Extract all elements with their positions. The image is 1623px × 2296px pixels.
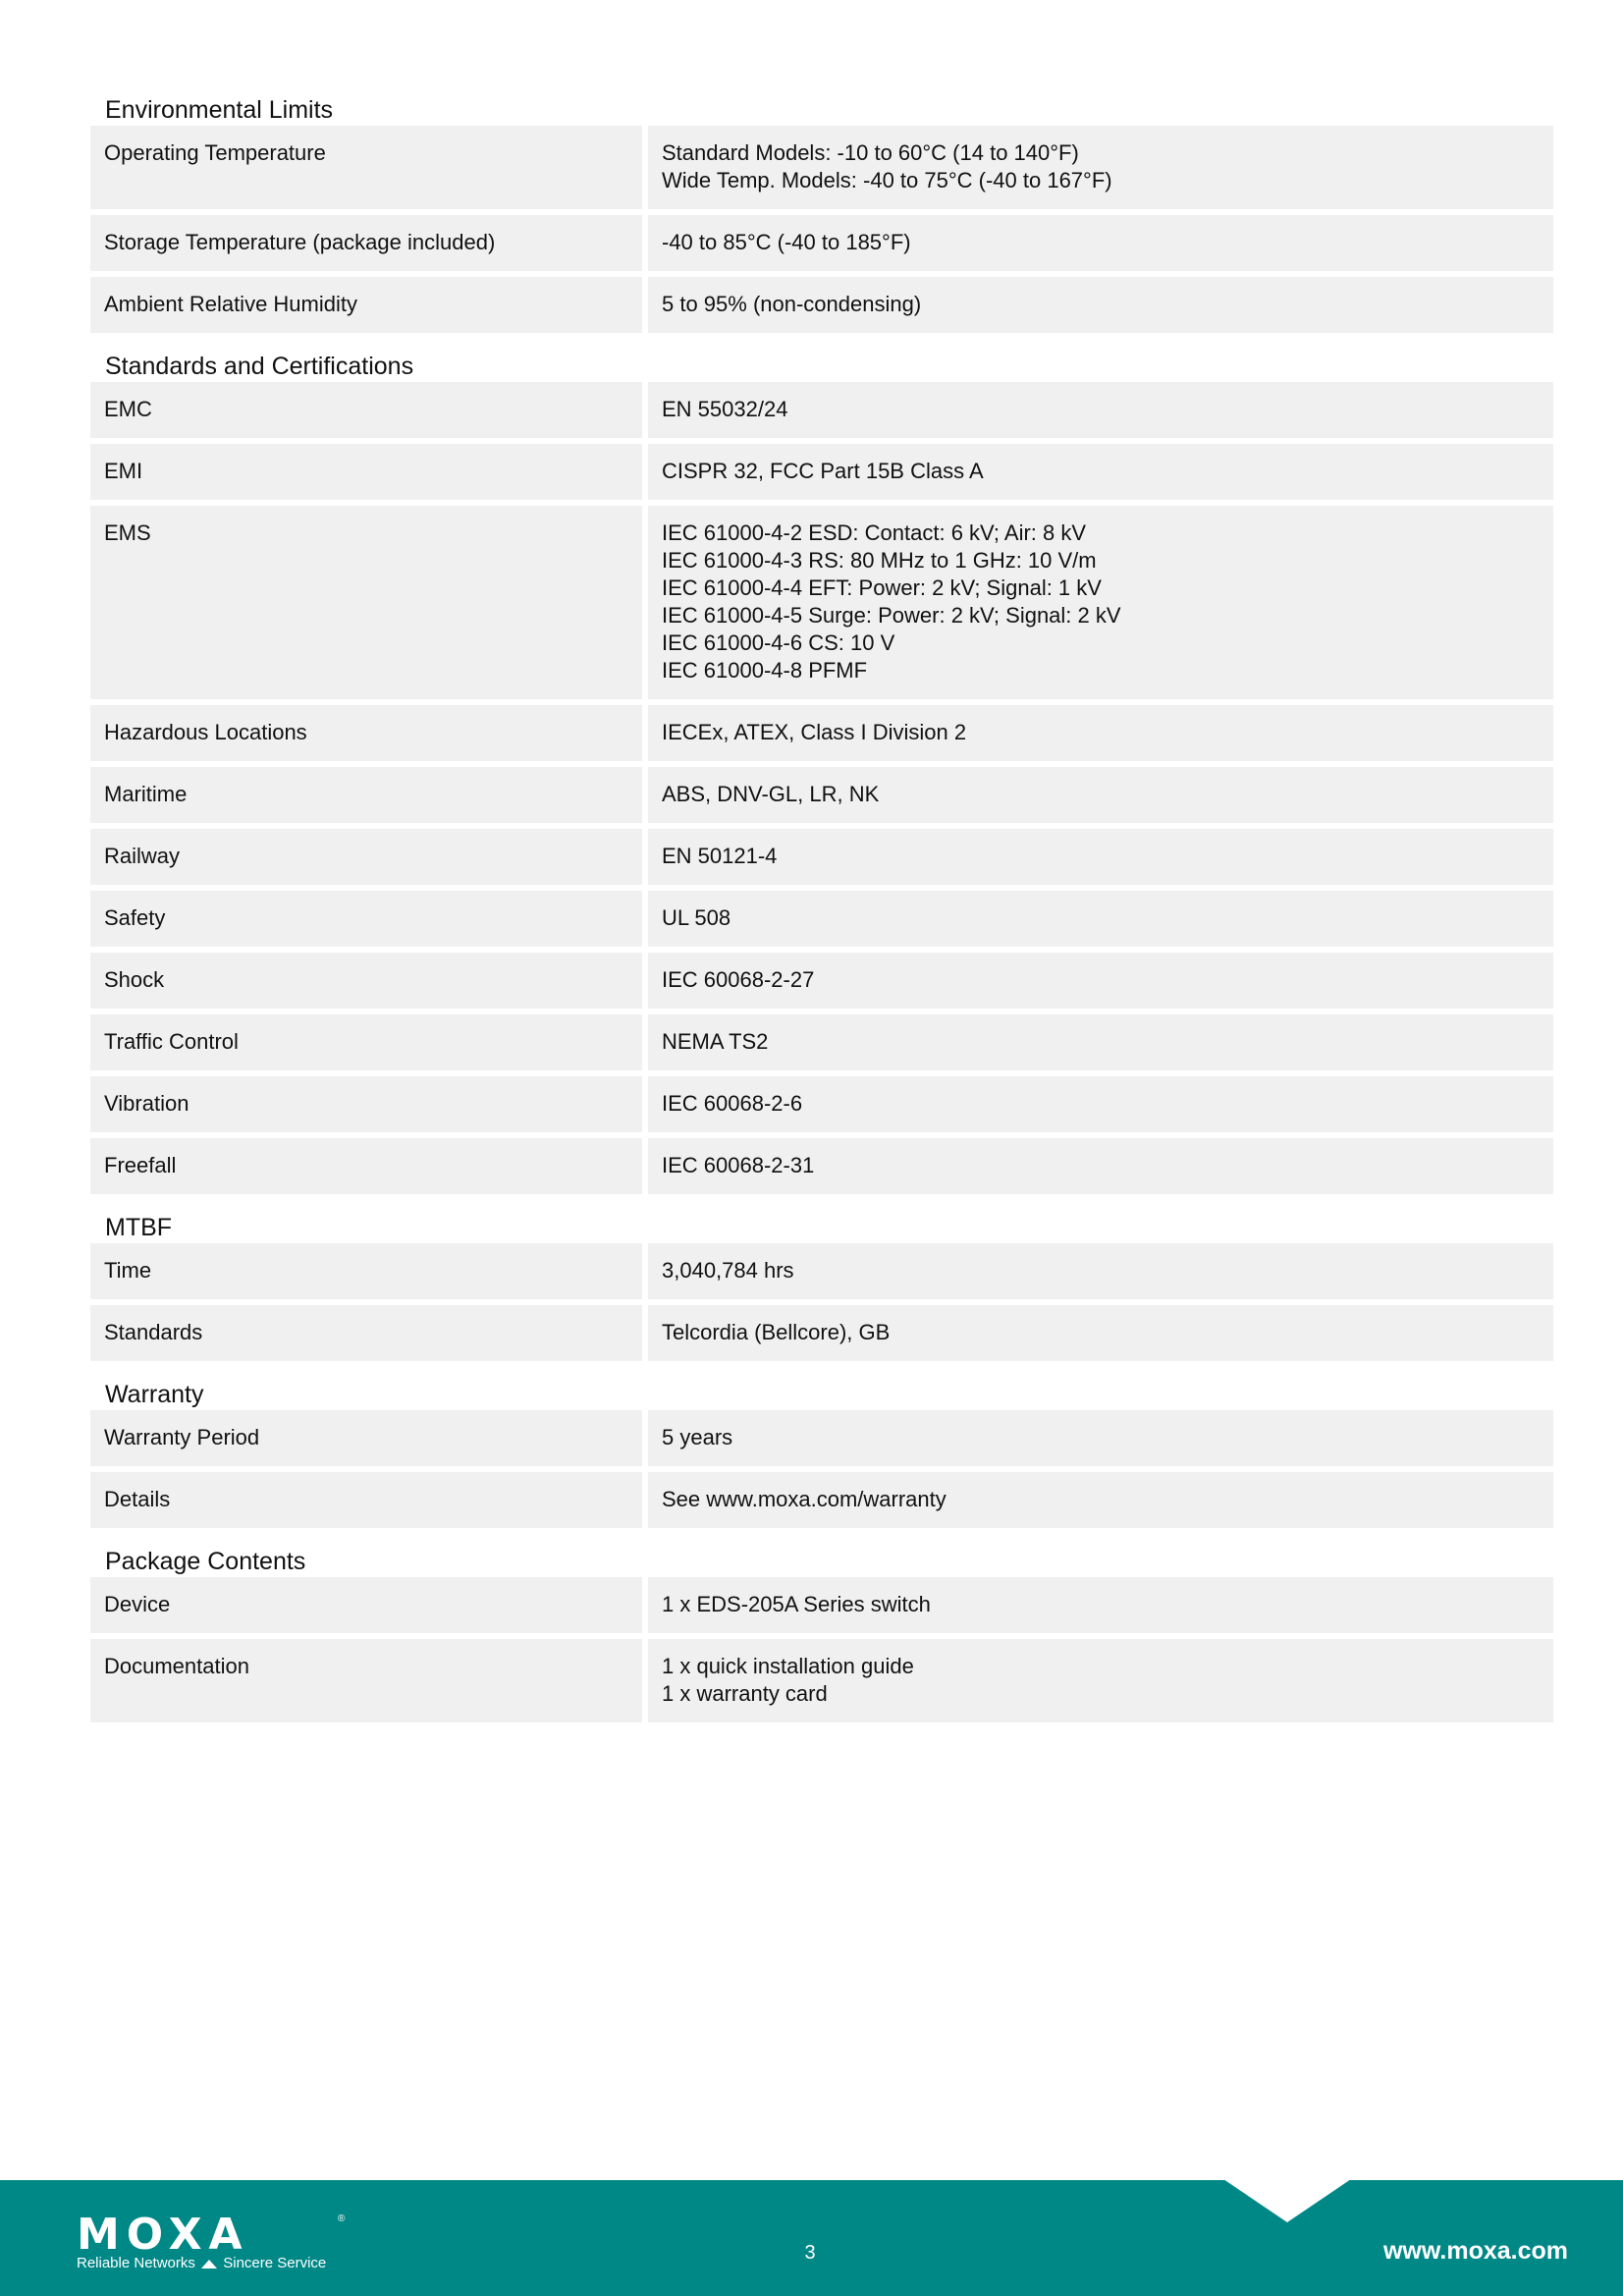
tagline-separator-icon xyxy=(199,2258,219,2269)
spec-content xyxy=(90,90,1553,1728)
spec-value-line: IECEx, ATEX, Class I Division 2 xyxy=(662,720,967,744)
spec-label: Standards xyxy=(90,1305,642,1361)
spec-value xyxy=(648,1305,1553,1361)
section-title: Package Contents xyxy=(105,1548,306,1575)
spec-row xyxy=(90,382,1553,438)
section-title: Standards and Certifications xyxy=(105,353,414,380)
spec-value-line: 1 x EDS-205A Series switch xyxy=(662,1592,931,1616)
spec-row xyxy=(90,126,1553,209)
spec-value-line: IEC 61000-4-3 RS: 80 MHz to 1 GHz: 10 V/m xyxy=(662,548,1097,573)
spec-value xyxy=(648,1138,1553,1194)
spec-value xyxy=(648,829,1553,885)
spec-value xyxy=(648,1577,1553,1633)
spec-value-line: IEC 61000-4-2 ESD: Contact: 6 kV; Air: 8 kV xyxy=(662,520,1087,545)
spec-value-line: 1 x warranty card xyxy=(662,1681,828,1706)
spec-value-line: IEC 61000-4-5 Surge: Power: 2 kV; Signal: 2 kV xyxy=(662,603,1121,628)
section-title: MTBF xyxy=(105,1214,173,1241)
spec-value xyxy=(648,382,1553,438)
spec-label: Warranty Period xyxy=(90,1410,642,1466)
spec-row xyxy=(90,1014,1553,1070)
spec-row xyxy=(90,953,1553,1009)
spec-value xyxy=(648,1014,1553,1070)
spec-value-line: See www.moxa.com/warranty xyxy=(662,1487,947,1511)
section-title: Warranty xyxy=(105,1381,204,1408)
spec-row xyxy=(90,1305,1553,1361)
tagline-left: Reliable Networks xyxy=(77,2255,195,2271)
spec-value-line: 5 to 95% (non-condensing) xyxy=(662,292,922,316)
spec-section xyxy=(90,1375,1553,1528)
spec-value xyxy=(648,1410,1553,1466)
spec-row xyxy=(90,1138,1553,1194)
website-link[interactable]: www.moxa.com xyxy=(1382,2237,1568,2265)
spec-section xyxy=(90,1208,1553,1361)
spec-label: Safety xyxy=(90,891,642,947)
spec-value-line: -40 to 85°C (-40 to 185°F) xyxy=(662,230,911,254)
spec-value xyxy=(648,506,1553,699)
section-title: Environmental Limits xyxy=(105,96,334,124)
spec-label: Freefall xyxy=(90,1138,642,1194)
spec-value-line: EN 50121-4 xyxy=(662,844,778,868)
spec-value-line: EN 55032/24 xyxy=(662,397,788,421)
spec-label: Documentation xyxy=(90,1639,642,1722)
page-number: 3 xyxy=(804,2242,816,2264)
spec-label: EMI xyxy=(90,444,642,500)
spec-row xyxy=(90,1410,1553,1466)
spec-section xyxy=(90,90,1553,333)
spec-label: Device xyxy=(90,1577,642,1633)
spec-row xyxy=(90,829,1553,885)
moxa-logo xyxy=(77,2210,352,2272)
spec-label: Vibration xyxy=(90,1076,642,1132)
spec-value-line: Wide Temp. Models: -40 to 75°C (-40 to 167°F) xyxy=(662,168,1112,192)
footer-notch xyxy=(1223,2179,1351,2222)
spec-value-line: IEC 60068-2-27 xyxy=(662,967,815,992)
spec-label: Railway xyxy=(90,829,642,885)
spec-label: EMC xyxy=(90,382,642,438)
spec-value xyxy=(648,1639,1553,1722)
spec-section xyxy=(90,1542,1553,1722)
spec-value xyxy=(648,277,1553,333)
spec-value-line: IEC 61000-4-8 PFMF xyxy=(662,658,868,683)
spec-label: Hazardous Locations xyxy=(90,705,642,761)
spec-value-line: NEMA TS2 xyxy=(662,1029,769,1054)
spec-row xyxy=(90,277,1553,333)
spec-row xyxy=(90,1577,1553,1633)
spec-section xyxy=(90,347,1553,1194)
logo-tagline xyxy=(77,2255,326,2272)
spec-value-line: 1 x quick installation guide xyxy=(662,1654,914,1678)
spec-value-line: CISPR 32, FCC Part 15B Class A xyxy=(662,459,984,483)
logo-registered-mark: ® xyxy=(338,2214,346,2224)
spec-row xyxy=(90,891,1553,947)
spec-row xyxy=(90,215,1553,271)
spec-value xyxy=(648,705,1553,761)
spec-label: Traffic Control xyxy=(90,1014,642,1070)
spec-value-line: Standard Models: -10 to 60°C (14 to 140°F) xyxy=(662,140,1079,165)
spec-label: Time xyxy=(90,1243,642,1299)
spec-row xyxy=(90,767,1553,823)
spec-value-line: IEC 61000-4-4 EFT: Power: 2 kV; Signal: 1 kV xyxy=(662,575,1102,600)
spec-value xyxy=(648,1076,1553,1132)
spec-value-line: IEC 60068-2-31 xyxy=(662,1153,815,1177)
spec-row xyxy=(90,1243,1553,1299)
spec-row xyxy=(90,1639,1553,1722)
spec-label: Shock xyxy=(90,953,642,1009)
spec-value xyxy=(648,215,1553,271)
spec-row xyxy=(90,1076,1553,1132)
spec-value xyxy=(648,1472,1553,1528)
spec-value-line: Telcordia (Bellcore), GB xyxy=(662,1320,891,1344)
spec-label: Details xyxy=(90,1472,642,1528)
spec-label: EMS xyxy=(90,506,642,699)
spec-value xyxy=(648,767,1553,823)
spec-row xyxy=(90,444,1553,500)
spec-value xyxy=(648,444,1553,500)
tagline-right: Sincere Service xyxy=(223,2255,327,2271)
spec-label: Operating Temperature xyxy=(90,126,642,209)
spec-row xyxy=(90,705,1553,761)
logo-wordmark: MOXA xyxy=(77,2210,249,2260)
spec-value-line: IEC 60068-2-6 xyxy=(662,1091,803,1116)
spec-value xyxy=(648,953,1553,1009)
spec-value-line: 3,040,784 hrs xyxy=(662,1258,794,1283)
spec-value xyxy=(648,126,1553,209)
spec-label: Maritime xyxy=(90,767,642,823)
spec-value-line: IEC 61000-4-6 CS: 10 V xyxy=(662,630,895,655)
spec-value-line: ABS, DNV-GL, LR, NK xyxy=(662,782,880,806)
spec-value xyxy=(648,1243,1553,1299)
spec-value-line: UL 508 xyxy=(662,905,731,930)
spec-value xyxy=(648,891,1553,947)
spec-label: Ambient Relative Humidity xyxy=(90,277,642,333)
spec-row xyxy=(90,506,1553,699)
spec-label: Storage Temperature (package included) xyxy=(90,215,642,271)
spec-row xyxy=(90,1472,1553,1528)
spec-value-line: 5 years xyxy=(662,1425,733,1449)
